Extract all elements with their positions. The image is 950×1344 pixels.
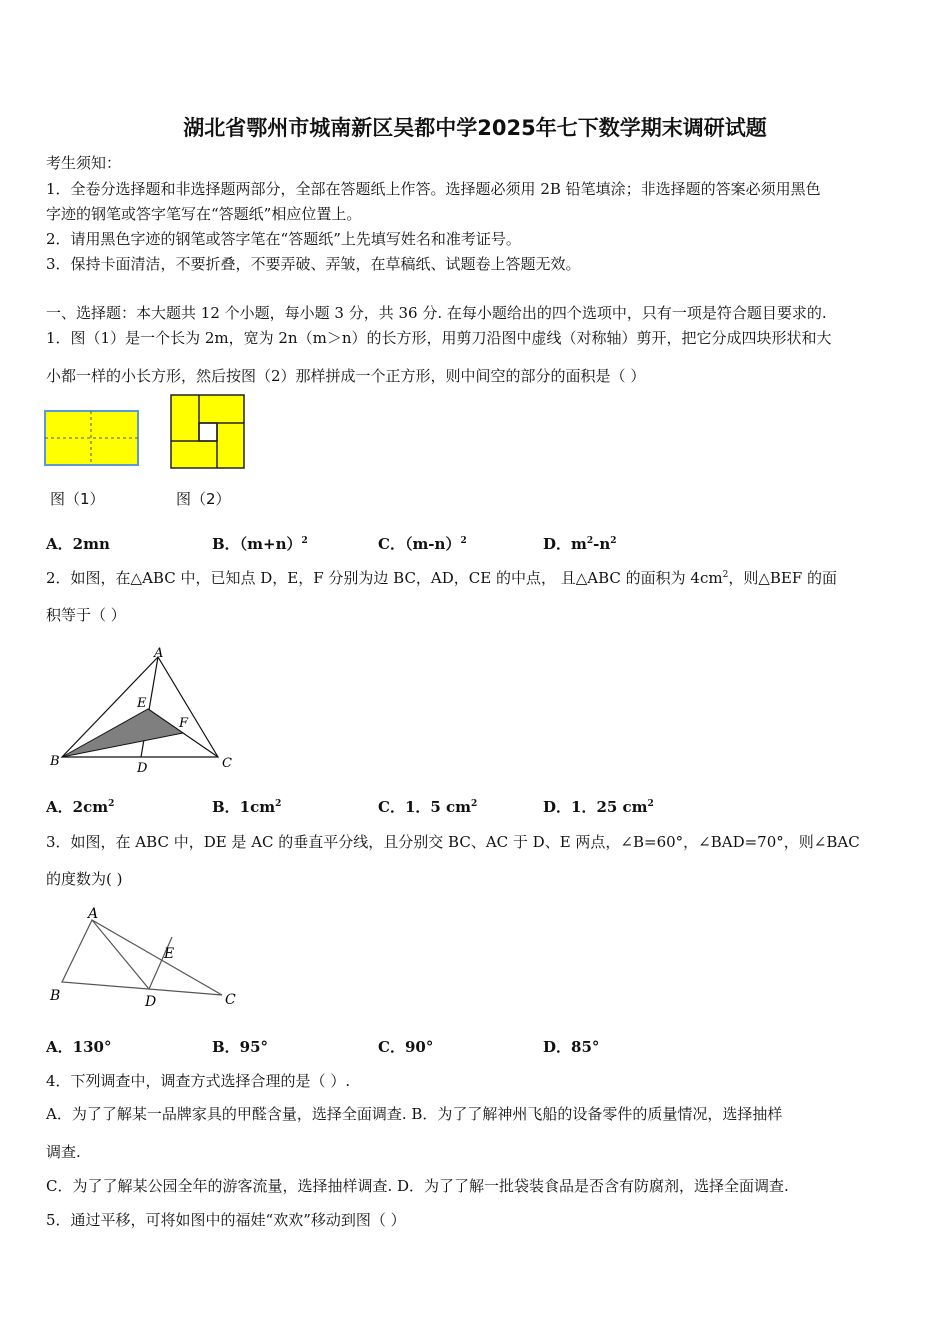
q2-shaded-bef xyxy=(62,709,183,757)
q3-label-a: A xyxy=(88,906,99,922)
q2-label-e: E xyxy=(137,696,147,711)
q1-option-d[interactable]: D．$m^2-n^2$ xyxy=(543,535,617,553)
q3-stem-line2: 的度数为( ) xyxy=(46,870,123,888)
q2-option-c[interactable]: C．1．5 $cm^2$ xyxy=(378,798,478,816)
q2-label-d: D xyxy=(137,761,148,775)
q2-stem-line1: 2．如图，在△ABC 中，已知点 D，E，F 分别为边 BC，AD，CE 的中点， 且△ABC 的面积为 $4cm^2$，则△BEF 的面 xyxy=(46,569,838,587)
q4-options-ab-cont: 调查. xyxy=(46,1143,81,1161)
q2-stem-line2: 积等于（ ） xyxy=(46,606,126,624)
q3-option-a[interactable]: A．130° xyxy=(46,1038,112,1056)
q2-option-a[interactable]: A．$2cm^2$ xyxy=(46,798,115,816)
q3-stem-line1: 3．如图，在 ABC 中，DE 是 AC 的垂直平分线，且分别交 BC、AC 于 D、E 两点，∠B=60°，∠BAD=70°，则∠BAC xyxy=(46,833,860,851)
q3-perpendicular-de xyxy=(149,937,175,989)
q2-label-b: B xyxy=(50,754,60,769)
page-title: 湖北省鄂州市城南新区吴都中学2025年七下数学期末调研试题 xyxy=(183,116,767,140)
q1-option-a[interactable]: A．2mn xyxy=(46,535,110,553)
notice-line-3: 3．保持卡面清洁，不要折叠，不要弄破、弄皱，在草稿纸、试题卷上答题无效。 xyxy=(46,255,581,273)
notice-heading: 考生须知： xyxy=(46,154,122,172)
q1-stem-line1: 1．图（1）是一个长为 2m，宽为 2n（m＞n）的长方形，用剪刀沿图中虚线（对称轴）剪开，把它分成四块形状和大 xyxy=(46,329,832,347)
notice-line-2: 2．请用黑色字迹的钢笔或答字笔在“答题纸”上先填写姓名和准考证号。 xyxy=(46,230,521,248)
q1-figure-2 xyxy=(170,394,246,470)
q3-option-d[interactable]: D．85° xyxy=(543,1038,600,1056)
q4-options-cd[interactable]: C．为了了解某公园全年的游客流量，选择抽样调查. D．为了了解一批袋装食品是否含有防腐剂，选择全面调查. xyxy=(46,1177,789,1195)
q3-segment-ad xyxy=(92,920,149,989)
q4-stem: 4．下列调查中，调查方式选择合理的是（ ）. xyxy=(46,1072,351,1090)
q1-option-c[interactable]: C．$(m-n)^2$ xyxy=(378,535,467,553)
q3-option-c[interactable]: C．90° xyxy=(378,1038,434,1056)
q2-label-c: C xyxy=(222,756,232,771)
section-heading: 一、选择题：本大题共 12 个小题，每小题 3 分，共 36 分. 在每小题给出的四个选项中，只有一项是符合题目要求的. xyxy=(46,304,827,322)
q4-options-ab[interactable]: A．为了了解某一品牌家具的甲醛含量，选择全面调查. B．为了了解神州飞船的设备零件的质量情况，选择抽样 xyxy=(46,1105,783,1123)
q1-option-b[interactable]: B．$(m+n)^2$ xyxy=(212,535,308,553)
q3-label-b: B xyxy=(50,988,61,1004)
q2-triangle-figure xyxy=(46,645,246,775)
q3-option-b[interactable]: B．95° xyxy=(212,1038,269,1056)
q1-fig1-caption: 图（1） xyxy=(50,490,105,508)
q2-option-b[interactable]: B．$1cm^2$ xyxy=(212,798,282,816)
q5-stem: 5．通过平移，可将如图中的福娃“欢欢”移动到图（ ） xyxy=(46,1211,406,1229)
notice-line-1a: 1．全卷分选择题和非选择题两部分，全部在答题纸上作答。选择题必须用 2B 铅笔填涂；非选择题的答案必须用黑色 xyxy=(46,180,821,198)
q2-option-d[interactable]: D．1．25 $cm^2$ xyxy=(543,798,654,816)
q3-label-e: E xyxy=(164,946,175,962)
q1-fig2-caption: 图（2） xyxy=(176,490,231,508)
q2-label-f: F xyxy=(179,716,189,731)
q3-label-d: D xyxy=(145,994,157,1010)
q1-figure-1 xyxy=(44,410,140,468)
notice-line-1b: 字迹的钢笔或答字笔写在“答题纸”相应位置上。 xyxy=(46,205,362,223)
q1-stem-line2: 小都一样的小长方形，然后按图（2）那样拼成一个正方形，则中间空的部分的面积是（ ） xyxy=(46,367,646,385)
q2-label-a: A xyxy=(154,646,164,661)
q3-triangle-abc xyxy=(62,920,222,995)
q1-fig2-hole xyxy=(199,423,217,441)
q3-triangle-figure xyxy=(46,902,246,1012)
q3-label-c: C xyxy=(225,992,236,1008)
